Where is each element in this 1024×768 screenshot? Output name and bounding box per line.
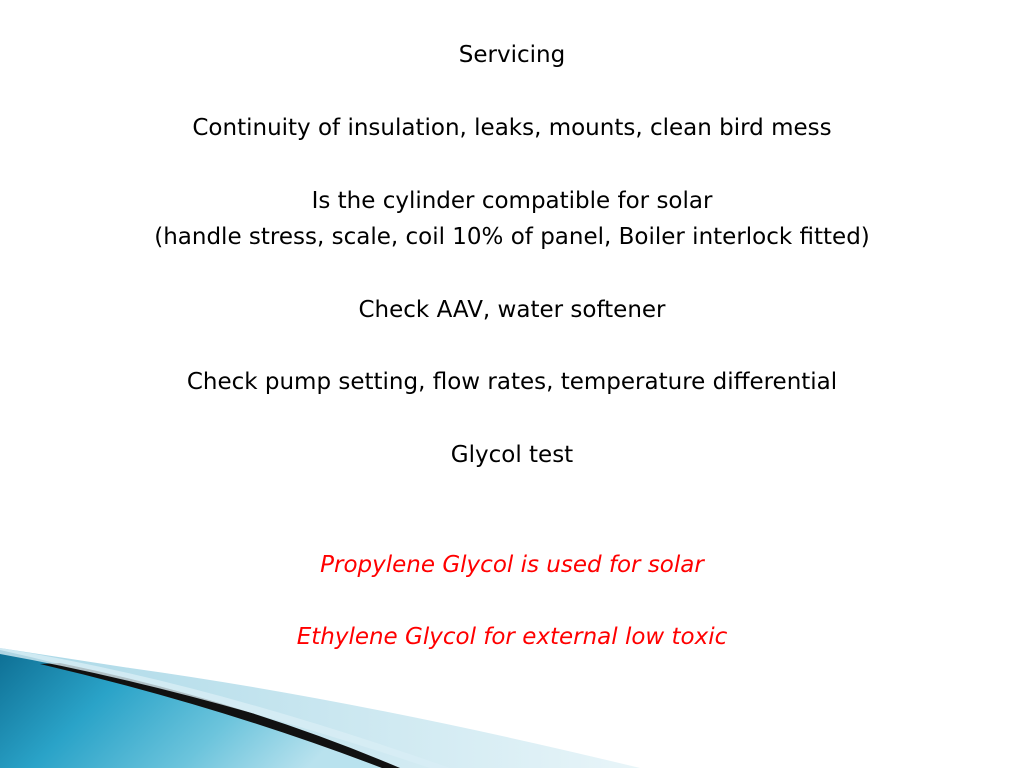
text-line-glycol-test: Glycol test: [450, 442, 574, 468]
slide-title: Servicing: [458, 42, 566, 68]
text-line-pump: Check pump setting, flow rates, temperature differential: [186, 369, 838, 395]
note-propylene: Propylene Glycol is used for solar: [320, 552, 704, 578]
note-ethylene: Ethylene Glycol for external low toxic: [296, 624, 728, 650]
text-line-cylinder-details: (handle stress, scale, coil 10% of panel, Boiler interlock fitted): [154, 224, 870, 250]
text-line-insulation: Continuity of insulation, leaks, mounts, clean bird mess: [192, 115, 832, 141]
text-line-cylinder: Is the cylinder compatible for solar: [311, 188, 713, 214]
text-line-aav: Check AAV, water softener: [358, 297, 666, 323]
